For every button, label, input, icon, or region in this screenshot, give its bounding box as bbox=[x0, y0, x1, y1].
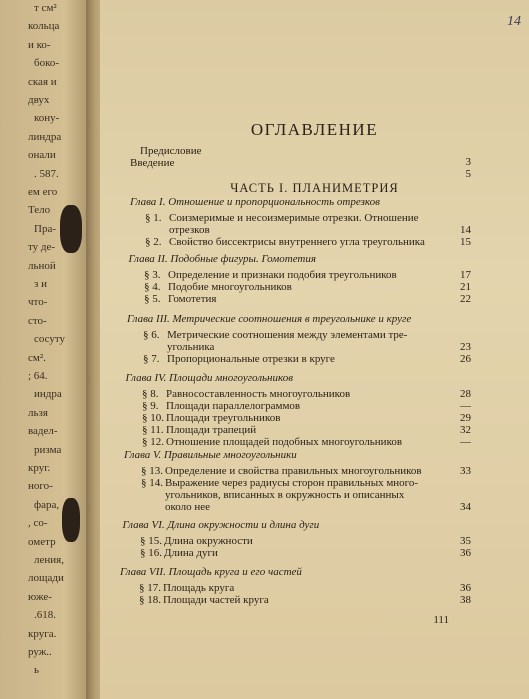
section-number: § 9. bbox=[142, 400, 159, 412]
section-page: 35 bbox=[460, 535, 471, 547]
toc-section bbox=[142, 400, 300, 412]
toc-section bbox=[144, 269, 397, 281]
left-page-text-fragment: ту де- bbox=[28, 241, 56, 254]
toc-section bbox=[142, 388, 350, 400]
chapter-title: Глава IV. Площади многоугольников bbox=[125, 372, 293, 384]
section-title: Соизмеримые и несоизмеримые отрезки. Отношение bbox=[169, 212, 419, 224]
left-page-text-fragment: ем его bbox=[28, 186, 58, 198]
section-page: 14 bbox=[460, 224, 471, 236]
toc-section bbox=[145, 212, 419, 224]
left-page-text-fragment: круга. bbox=[28, 627, 57, 640]
section-title: Выражение через радиусы сторон правильных много- bbox=[165, 477, 419, 489]
chapter-title: Глава V. Правильные многоугольники bbox=[124, 449, 297, 461]
left-page-text-fragment: Тело bbox=[28, 204, 51, 217]
left-page-text-fragment: круг. bbox=[28, 462, 51, 474]
left-page-text-fragment: лощади bbox=[28, 572, 64, 585]
section-page: 23 bbox=[460, 341, 471, 353]
chapter-title: Глава II. Подобные фигуры. Гомотетия bbox=[128, 253, 316, 265]
section-title: Площадь круга bbox=[163, 582, 235, 594]
left-page-text-fragment: Пра- bbox=[34, 222, 56, 235]
section-title-continued: отрезков bbox=[169, 224, 210, 236]
section-page: 36 bbox=[460, 547, 471, 559]
toc-section bbox=[143, 353, 335, 365]
section-number: § 4. bbox=[144, 281, 161, 293]
left-page-text-fragment: вадел- bbox=[28, 425, 58, 438]
page-number: 111 bbox=[433, 614, 449, 626]
section-number: § 3. bbox=[144, 269, 161, 281]
section-number: § 10. bbox=[142, 412, 164, 424]
section-page: 38 bbox=[460, 594, 471, 606]
toc-section bbox=[139, 582, 234, 594]
toc-section bbox=[142, 412, 280, 424]
section-title: Площади параллелограммов bbox=[166, 400, 301, 412]
section-number: § 15. bbox=[140, 535, 162, 547]
toc-section bbox=[140, 535, 253, 547]
section-title: Отношение площадей подобных многоугольников bbox=[166, 436, 403, 448]
left-page-text-fragment: ометр bbox=[28, 535, 56, 548]
left-page-text-fragment: ризма bbox=[34, 443, 62, 456]
section-page: 29 bbox=[460, 412, 471, 424]
section-page: 28 bbox=[460, 388, 471, 400]
section-number: § 16. bbox=[140, 547, 162, 559]
section-page: 21 bbox=[460, 281, 471, 293]
left-page-text-fragment: ления, bbox=[34, 554, 64, 566]
front-matter-page: 5 bbox=[465, 168, 471, 180]
left-page-text-fragment: з и bbox=[34, 278, 47, 290]
section-number: § 2. bbox=[145, 236, 162, 248]
part-title: ЧАСТЬ I. ПЛАНИМЕТРИЯ bbox=[230, 181, 399, 195]
front-matter-page: 3 bbox=[465, 156, 471, 168]
left-page-text-fragment: юже- bbox=[28, 590, 52, 603]
section-title: Свойство биссектрисы внутреннего угла треугольника bbox=[169, 236, 425, 248]
binding-hole bbox=[62, 498, 80, 542]
toc-section bbox=[145, 236, 425, 248]
left-page-text-fragment: фара, bbox=[34, 498, 60, 511]
left-page-text-fragment: сосуту bbox=[34, 333, 66, 346]
toc-section bbox=[140, 547, 218, 559]
left-page-text-fragment: . 587. bbox=[34, 167, 59, 180]
left-page-text-fragment: и ко- bbox=[28, 38, 51, 51]
left-page-text-fragment: ного- bbox=[28, 480, 53, 493]
section-title: Определение и свойства правильных многоугольников bbox=[165, 465, 422, 477]
left-page-edge bbox=[0, 0, 92, 699]
left-page-text-fragment: см². bbox=[28, 351, 46, 364]
section-title: Пропорциональные отрезки в круге bbox=[167, 353, 335, 365]
left-page-text-fragment: кольца bbox=[28, 20, 60, 33]
section-number: § 12. bbox=[142, 436, 164, 448]
left-page-text-fragment: онали bbox=[28, 149, 56, 162]
section-number: § 8. bbox=[142, 388, 159, 400]
toc-section bbox=[144, 281, 292, 293]
section-number: § 17. bbox=[139, 582, 161, 594]
section-page: 22 bbox=[460, 293, 471, 305]
section-title-continued: угольников, вписанных в окружность и описанных bbox=[165, 489, 405, 501]
left-page-text-fragment: ская и bbox=[28, 75, 57, 88]
toc-section bbox=[144, 293, 216, 305]
chapter-title: Глава I. Отношение и пропорциональность отрезков bbox=[130, 196, 380, 208]
front-matter-label: Предисловие bbox=[140, 145, 202, 157]
left-page-text-fragment: ; 64. bbox=[28, 370, 48, 382]
section-page: — bbox=[460, 400, 471, 412]
left-page-text-fragment: индра bbox=[34, 388, 62, 401]
left-page-text-fragment: сто- bbox=[28, 314, 47, 327]
section-page: 17 bbox=[460, 269, 471, 281]
left-page-text-fragment: боко- bbox=[34, 57, 60, 70]
section-number: § 1. bbox=[145, 212, 162, 224]
toc-page bbox=[100, 0, 529, 699]
left-page-text-fragment: кону- bbox=[34, 112, 60, 125]
section-page: 33 bbox=[460, 465, 471, 477]
binding-hole bbox=[60, 205, 82, 253]
toc-section bbox=[141, 465, 422, 477]
section-title: Площади треугольников bbox=[166, 412, 281, 424]
left-page-text-fragment: льзя bbox=[28, 406, 48, 419]
section-page: 36 bbox=[460, 582, 471, 594]
handwritten-page-number: 14 bbox=[507, 14, 521, 29]
section-title: Метрические соотношения между элементами тре- bbox=[167, 329, 408, 341]
front-matter-label: Введение bbox=[130, 157, 175, 169]
section-page: 34 bbox=[460, 501, 471, 513]
section-number: § 18. bbox=[139, 594, 161, 606]
toc-section bbox=[143, 329, 407, 341]
section-page: — bbox=[460, 436, 471, 448]
left-page-text-fragment: линдра bbox=[28, 130, 62, 143]
left-page-text-fragment: льной bbox=[28, 259, 56, 272]
section-title: Гомотетия bbox=[168, 293, 217, 305]
section-title: Подобие многоугольников bbox=[168, 281, 292, 293]
toc-section bbox=[142, 436, 402, 448]
section-number: § 11. bbox=[142, 424, 164, 436]
section-title: Площади частей круга bbox=[163, 594, 269, 606]
section-title-continued: угольника bbox=[167, 341, 215, 353]
left-page-text-fragment: руж.. bbox=[28, 646, 52, 658]
left-page-text-fragment: что- bbox=[28, 296, 48, 309]
chapter-title: Глава III. Метрические соотношения в треугольнике и круге bbox=[127, 313, 412, 325]
section-number: § 5. bbox=[144, 293, 161, 305]
section-number: § 6. bbox=[143, 329, 160, 341]
section-page: 15 bbox=[460, 236, 471, 248]
left-page-text-fragment: т см² bbox=[34, 2, 57, 14]
chapter-title: Глава VII. Площадь круга и его частей bbox=[120, 566, 302, 578]
toc-section bbox=[139, 594, 269, 606]
section-title-continued: около нее bbox=[165, 501, 211, 513]
toc-title: ОГЛАВЛЕНИЕ bbox=[250, 120, 379, 139]
left-page-text-fragment: ь bbox=[34, 664, 40, 677]
left-page-text-fragment: двух bbox=[28, 94, 50, 106]
section-title: Определение и признаки подобия треугольников bbox=[168, 269, 397, 281]
section-title: Длина дуги bbox=[164, 547, 218, 559]
section-page: 32 bbox=[460, 424, 471, 436]
chapter-title: Глава VI. Длина окружности и длина дуги bbox=[122, 519, 320, 531]
section-title: Длина окружности bbox=[164, 535, 253, 547]
left-page-text-fragment: .618. bbox=[34, 609, 56, 622]
section-number: § 13. bbox=[141, 465, 163, 477]
section-title: Площади трапеций bbox=[166, 424, 257, 436]
section-number: § 7. bbox=[143, 353, 160, 365]
section-number: § 14. bbox=[141, 477, 163, 489]
left-page-text-fragment: , со- bbox=[28, 517, 48, 530]
section-page: 26 bbox=[460, 353, 471, 365]
toc-section bbox=[141, 477, 418, 489]
section-title: Равносоставленность многоугольников bbox=[166, 388, 351, 400]
toc-section bbox=[142, 424, 256, 436]
